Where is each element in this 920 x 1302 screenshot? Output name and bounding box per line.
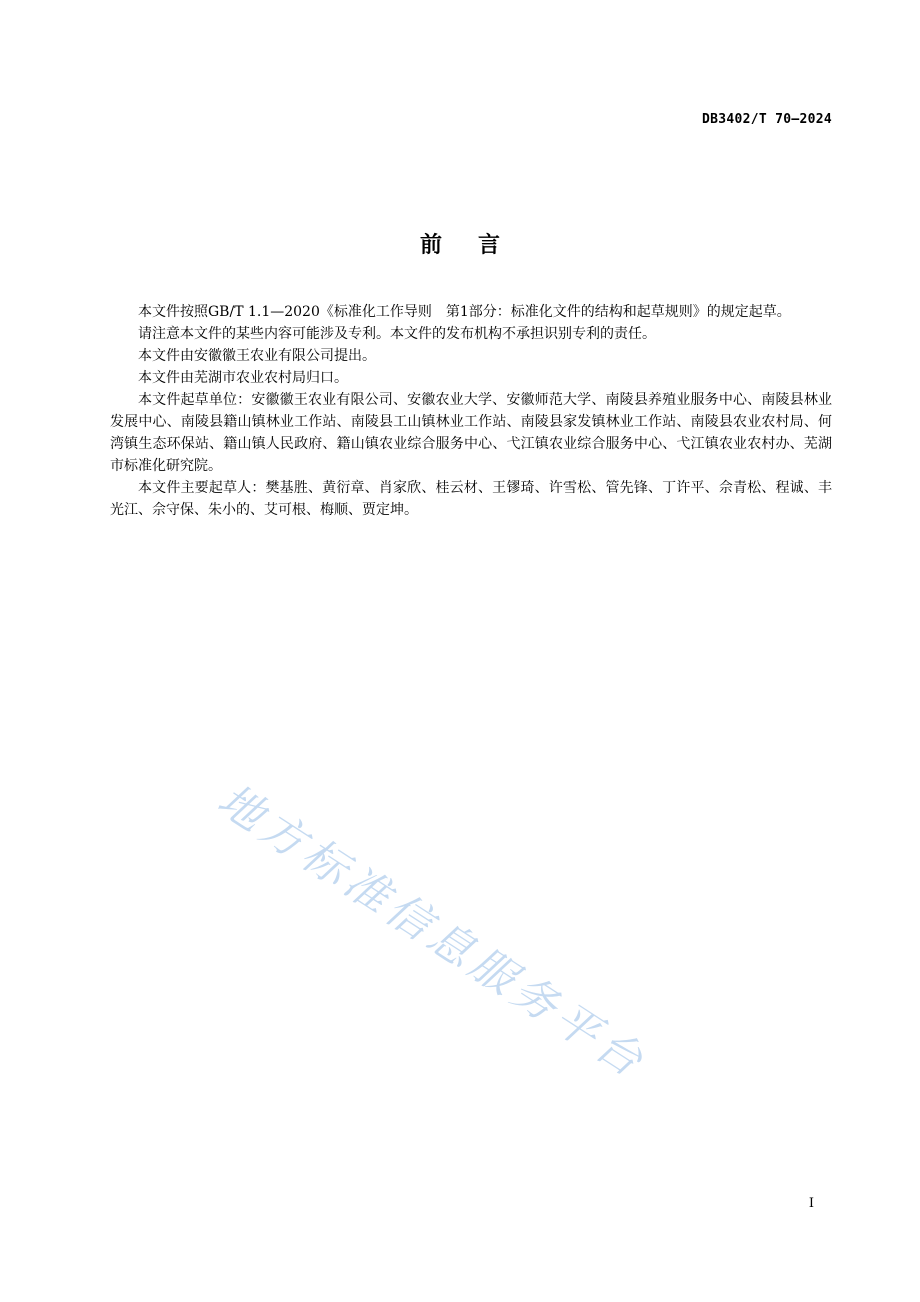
document-code: DB3402/T 70—2024 xyxy=(701,112,832,127)
paragraph-drafters: 本文件主要起草人：樊基胜、黄衍章、肖家欣、桂云材、王镠琦、许雪松、管先锋、丁许平、佘青松、程诚、丰光江、佘守保、朱小的、艾可根、梅顺、贾定坤。 xyxy=(110,480,832,518)
paragraph-drafting-units: 本文件起草单位：安徽徽王农业有限公司、安徽农业大学、安徽师范大学、南陵县养殖业服务中心、南陵县林业发展中心、南陵县籍山镇林业工作站、南陵县工山镇林业工作站、南陵县家发镇林业工作站、南陵县农业农村局、何湾镇生态环保站、籍山镇人民政府、籍山镇农业综合服务中心、弋江镇农业综合服务中心、弋江镇农业农村办、芜湖市标准化研究院。 xyxy=(110,392,832,474)
document-body xyxy=(110,301,832,521)
paragraph-administrator: 本文件由芜湖市农业农村局归口。 xyxy=(138,370,348,386)
page-title: 前言 xyxy=(419,233,536,258)
watermark: 地方标准信息服务平台 xyxy=(208,774,656,1090)
paragraph-patent-notice: 请注意本文件的某些内容可能涉及专利。本文件的发布机构不承担识别专利的责任。 xyxy=(138,326,656,342)
paragraph-proposer: 本文件由安徽徽王农业有限公司提出。 xyxy=(138,348,376,364)
page-number: I xyxy=(808,1196,814,1211)
paragraph-drafting-rules: 本文件按照GB/T 1.1—2020《标准化工作导则 第1部分：标准化文件的结构和起草规则》的规定起草。 xyxy=(138,304,791,320)
